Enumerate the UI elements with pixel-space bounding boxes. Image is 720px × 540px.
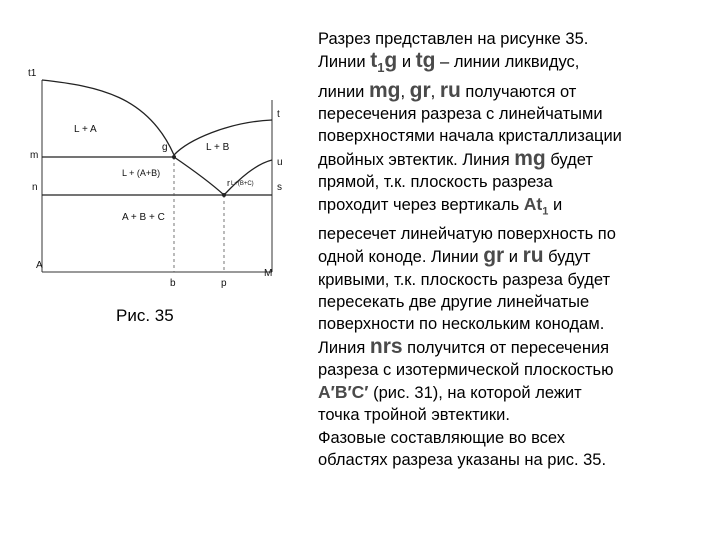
figure-caption: Рис. 35 — [116, 306, 174, 325]
line-15 — [318, 359, 718, 381]
point-r — [222, 193, 226, 197]
point-g — [172, 155, 176, 159]
label-M: M — [264, 268, 273, 279]
label-n: n — [32, 182, 38, 193]
text-s2b: и — [397, 53, 416, 72]
term-at1-sub: 1 — [542, 205, 549, 218]
text-s7: прямой, т.к. плоскость разреза — [318, 172, 553, 191]
phase-diagram-figure — [28, 60, 290, 290]
text-comma1: , — [400, 82, 410, 101]
term-nrs: nrs — [369, 334, 403, 358]
region-lab: L + (A+B) — [122, 168, 161, 178]
liquidus-t1g — [42, 80, 174, 155]
text-s17: точка тройной эвтектики. — [318, 406, 510, 425]
text-s15: разреза с изотермической плоскостью — [318, 360, 614, 379]
text-s1: Разрез представлен на рисунке 35. — [318, 30, 589, 48]
region-lb: L + B — [206, 142, 230, 153]
term-tg: tg — [415, 49, 436, 73]
line-19 — [318, 449, 718, 471]
line-16 — [318, 381, 718, 404]
text-s18: Фазовые составляющие во всех — [318, 428, 566, 447]
term-abc: A′B′C′ — [318, 382, 369, 403]
text-s5: поверхностями начала кристаллизации — [318, 127, 622, 146]
text-s8b: и — [548, 196, 563, 215]
curve-gr — [174, 157, 224, 195]
line-12 — [318, 291, 718, 313]
line-2 — [318, 50, 718, 79]
label-u: u — [277, 157, 283, 168]
text-s14a: Линия — [318, 338, 370, 357]
text-s10a: одной коноде. Линии — [318, 248, 484, 267]
text-s9: пересечет линейчатую поверхность по — [318, 225, 616, 244]
text-s3a: линии — [318, 82, 369, 101]
region-lbc: L+(B+C) — [231, 181, 254, 187]
line-10 — [318, 245, 718, 268]
label-m: m — [30, 150, 39, 161]
term-t1g-sub: 1 — [377, 60, 385, 76]
text-s13: поверхности по нескольким конодам. — [318, 315, 605, 334]
text-s6b: будет — [545, 150, 593, 169]
label-g: g — [162, 142, 168, 153]
text-s4: пересечения разреза с линейчатыми — [318, 105, 603, 124]
label-s: s — [277, 182, 282, 193]
label-A: A — [36, 260, 43, 271]
line-8 — [318, 193, 718, 223]
text-s11: кривыми, т.к. плоскость разреза будет — [318, 270, 611, 289]
text-s2c: – линии ликвидус, — [435, 53, 580, 72]
region-la: L + A — [74, 124, 97, 135]
term-t1g-end: g — [384, 49, 398, 73]
line-5 — [318, 125, 718, 147]
term-gr-2: gr — [483, 244, 505, 268]
text-comma2: , — [430, 82, 440, 101]
line-9 — [318, 223, 718, 245]
line-13 — [318, 313, 718, 335]
text-s3b: получаются от — [460, 82, 577, 101]
region-abc: A + B + C — [122, 212, 165, 223]
line-1 — [318, 28, 718, 50]
text-s6a: двойных эвтектик. Линия — [318, 150, 515, 169]
line-4 — [318, 103, 718, 125]
text-s2a: Линии — [318, 53, 371, 72]
label-b: b — [170, 278, 176, 289]
term-at1-base: At — [523, 194, 543, 215]
line-11 — [318, 269, 718, 291]
line-17 — [318, 404, 718, 426]
label-t1: t1 — [28, 68, 37, 79]
line-14 — [318, 336, 718, 359]
curve-ru — [224, 160, 272, 195]
label-p: p — [221, 278, 227, 289]
text-s8a: проходит через вертикаль — [318, 196, 524, 215]
term-ru: ru — [439, 78, 461, 102]
term-mg: mg — [368, 78, 401, 102]
text-s10b: и — [504, 248, 523, 267]
line-7 — [318, 171, 718, 193]
term-at1 — [523, 194, 549, 218]
text-s14b: получится от пересечения — [402, 338, 610, 357]
body-text — [318, 28, 718, 471]
text-s10c: будут — [543, 248, 591, 267]
term-t1g-base: t — [370, 49, 378, 73]
line-6 — [318, 148, 718, 171]
line-18 — [318, 427, 718, 449]
phase-diagram-svg — [28, 60, 290, 290]
label-t: t — [277, 109, 280, 120]
label-r: r — [227, 178, 230, 188]
term-t1g — [370, 49, 398, 76]
term-ru-2: ru — [522, 244, 544, 268]
text-s19: областях разреза указаны на рис. 35. — [318, 451, 607, 470]
line-3 — [318, 80, 718, 103]
text-s12: пересекать две другие линейчатые — [318, 292, 590, 311]
term-gr: gr — [409, 78, 431, 102]
text-s16b: (рис. 31), на которой лежит — [368, 384, 582, 403]
term-mg-2: mg — [514, 146, 546, 170]
